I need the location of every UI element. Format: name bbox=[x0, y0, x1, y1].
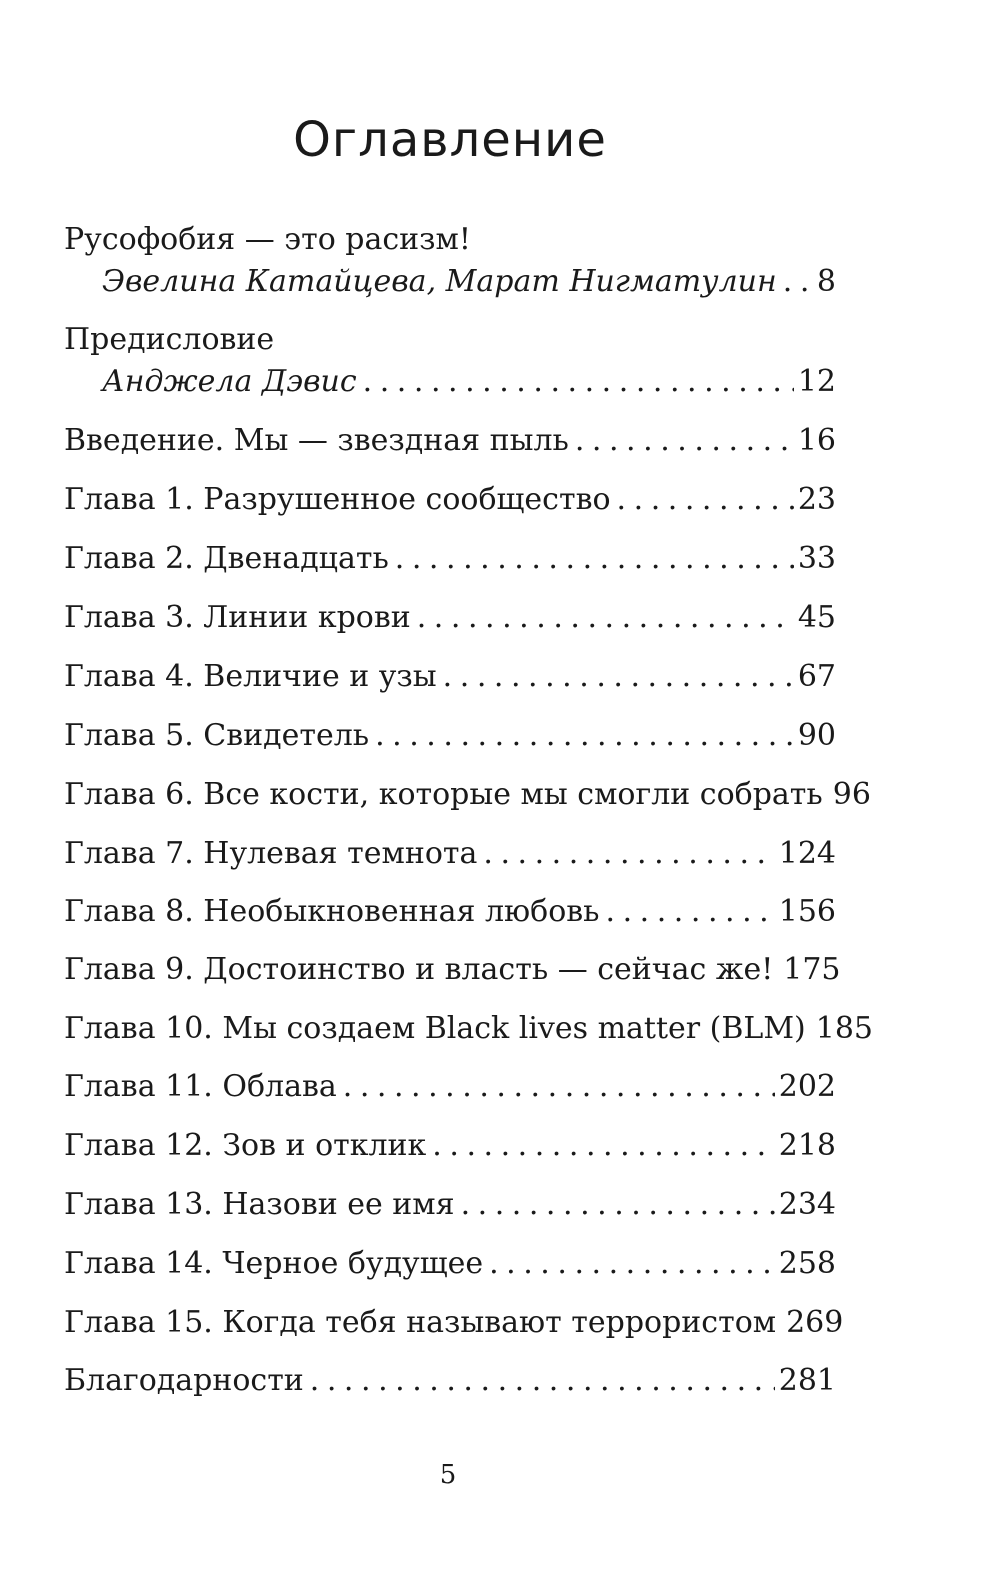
dot-leader bbox=[783, 264, 813, 300]
dot-leader bbox=[395, 541, 794, 577]
toc-entry[interactable] bbox=[64, 777, 871, 813]
page-title: Оглавление bbox=[293, 112, 607, 168]
toc-entry-page: 8 bbox=[816, 264, 836, 299]
toc-entry-author-line bbox=[102, 264, 836, 300]
toc-entry-page: 218 bbox=[778, 1128, 836, 1163]
toc-entry[interactable] bbox=[64, 836, 836, 872]
toc-entry[interactable] bbox=[64, 1128, 836, 1164]
page-number: 5 bbox=[439, 1460, 457, 1490]
dot-leader bbox=[443, 659, 794, 695]
toc-entry-title: Благодарности bbox=[64, 1363, 304, 1398]
toc-entry-heading: Предисловие bbox=[64, 322, 275, 357]
dot-leader bbox=[375, 718, 794, 754]
toc-entry-title: Глава 10. Мы создаем Black lives matter (BLM) bbox=[64, 1011, 806, 1046]
dot-leader bbox=[310, 1363, 775, 1399]
toc-entry-page: 202 bbox=[778, 1069, 836, 1104]
dot-leader bbox=[617, 482, 794, 518]
toc-entry[interactable] bbox=[64, 1011, 874, 1047]
toc-entry-page: 156 bbox=[778, 894, 836, 929]
dot-leader bbox=[489, 1246, 775, 1282]
toc-entry-page: 12 bbox=[797, 364, 836, 399]
toc-entry-title: Глава 14. Черное будущее bbox=[64, 1246, 484, 1281]
toc-entry-page: 96 bbox=[832, 777, 871, 812]
toc-entry[interactable] bbox=[64, 600, 836, 636]
toc-entry-title: Глава 4. Величие и узы bbox=[64, 659, 437, 694]
dot-leader bbox=[343, 1069, 775, 1105]
toc-entry-page: 45 bbox=[797, 600, 836, 635]
toc-entry-title: Глава 15. Когда тебя называют террористом bbox=[64, 1305, 777, 1340]
toc-entry[interactable] bbox=[64, 1305, 844, 1341]
toc-entry[interactable] bbox=[64, 952, 841, 988]
toc-entry-author-line bbox=[102, 364, 836, 400]
dot-leader bbox=[363, 364, 794, 400]
toc-entry-title: Введение. Мы — звездная пыль bbox=[64, 423, 569, 458]
toc-entry-page: 258 bbox=[778, 1246, 836, 1281]
toc-entry-title: Глава 9. Достоинство и власть — сейчас же! bbox=[64, 952, 774, 987]
toc-entry[interactable] bbox=[64, 718, 836, 754]
toc-entry-page: 33 bbox=[797, 541, 836, 576]
toc-entry[interactable] bbox=[64, 1246, 836, 1282]
dot-leader bbox=[461, 1187, 775, 1223]
toc-entry-title: Глава 7. Нулевая темнота bbox=[64, 836, 478, 871]
dot-leader bbox=[417, 600, 794, 636]
toc-entry-page: 67 bbox=[797, 659, 836, 694]
toc-entry-page: 124 bbox=[778, 836, 836, 871]
dot-leader bbox=[432, 1128, 774, 1164]
toc-entry-title: Глава 12. Зов и отклик bbox=[64, 1128, 427, 1163]
toc-entry-page: 185 bbox=[815, 1011, 874, 1046]
toc-entry-page: 16 bbox=[797, 423, 836, 458]
toc-entry[interactable] bbox=[64, 1187, 836, 1223]
toc-entry-title: Глава 8. Необыкновенная любовь bbox=[64, 894, 600, 929]
toc-entry-title: Глава 11. Облава bbox=[64, 1069, 337, 1104]
dot-leader bbox=[575, 423, 794, 459]
dot-leader bbox=[606, 894, 775, 930]
toc-entry[interactable] bbox=[64, 1363, 836, 1399]
dot-leader bbox=[483, 836, 774, 872]
toc-entry-title: Глава 3. Линии крови bbox=[64, 600, 411, 635]
toc-entry-page: 23 bbox=[797, 482, 836, 517]
toc-entry-page: 90 bbox=[797, 718, 836, 753]
toc-entry-title: Глава 2. Двенадцать bbox=[64, 541, 389, 576]
toc-entry[interactable] bbox=[64, 423, 836, 459]
toc-entry-page: 269 bbox=[786, 1305, 844, 1340]
toc-entry-page: 281 bbox=[778, 1363, 836, 1398]
toc-entry-page: 175 bbox=[783, 952, 841, 987]
toc-entry[interactable] bbox=[64, 894, 836, 930]
toc-entry-author: Анджела Дэвис bbox=[102, 364, 357, 399]
toc-entry[interactable] bbox=[64, 482, 836, 518]
toc-entry-title: Глава 1. Разрушенное сообщество bbox=[64, 482, 611, 517]
toc-entry-title: Глава 13. Назови ее имя bbox=[64, 1187, 455, 1222]
toc-entry[interactable] bbox=[64, 1069, 836, 1105]
toc-entry-title: Глава 6. Все кости, которые мы смогли собрать bbox=[64, 777, 823, 812]
toc-entry[interactable] bbox=[64, 541, 836, 577]
toc-entry[interactable] bbox=[64, 659, 836, 695]
toc-entry-heading: Русофобия — это расизм! bbox=[64, 222, 471, 257]
toc-entry-page: 234 bbox=[778, 1187, 836, 1222]
toc-entry-author: Эвелина Катайцева, Марат Нигматулин bbox=[102, 264, 777, 299]
toc-entry-title: Глава 5. Свидетель bbox=[64, 718, 370, 753]
